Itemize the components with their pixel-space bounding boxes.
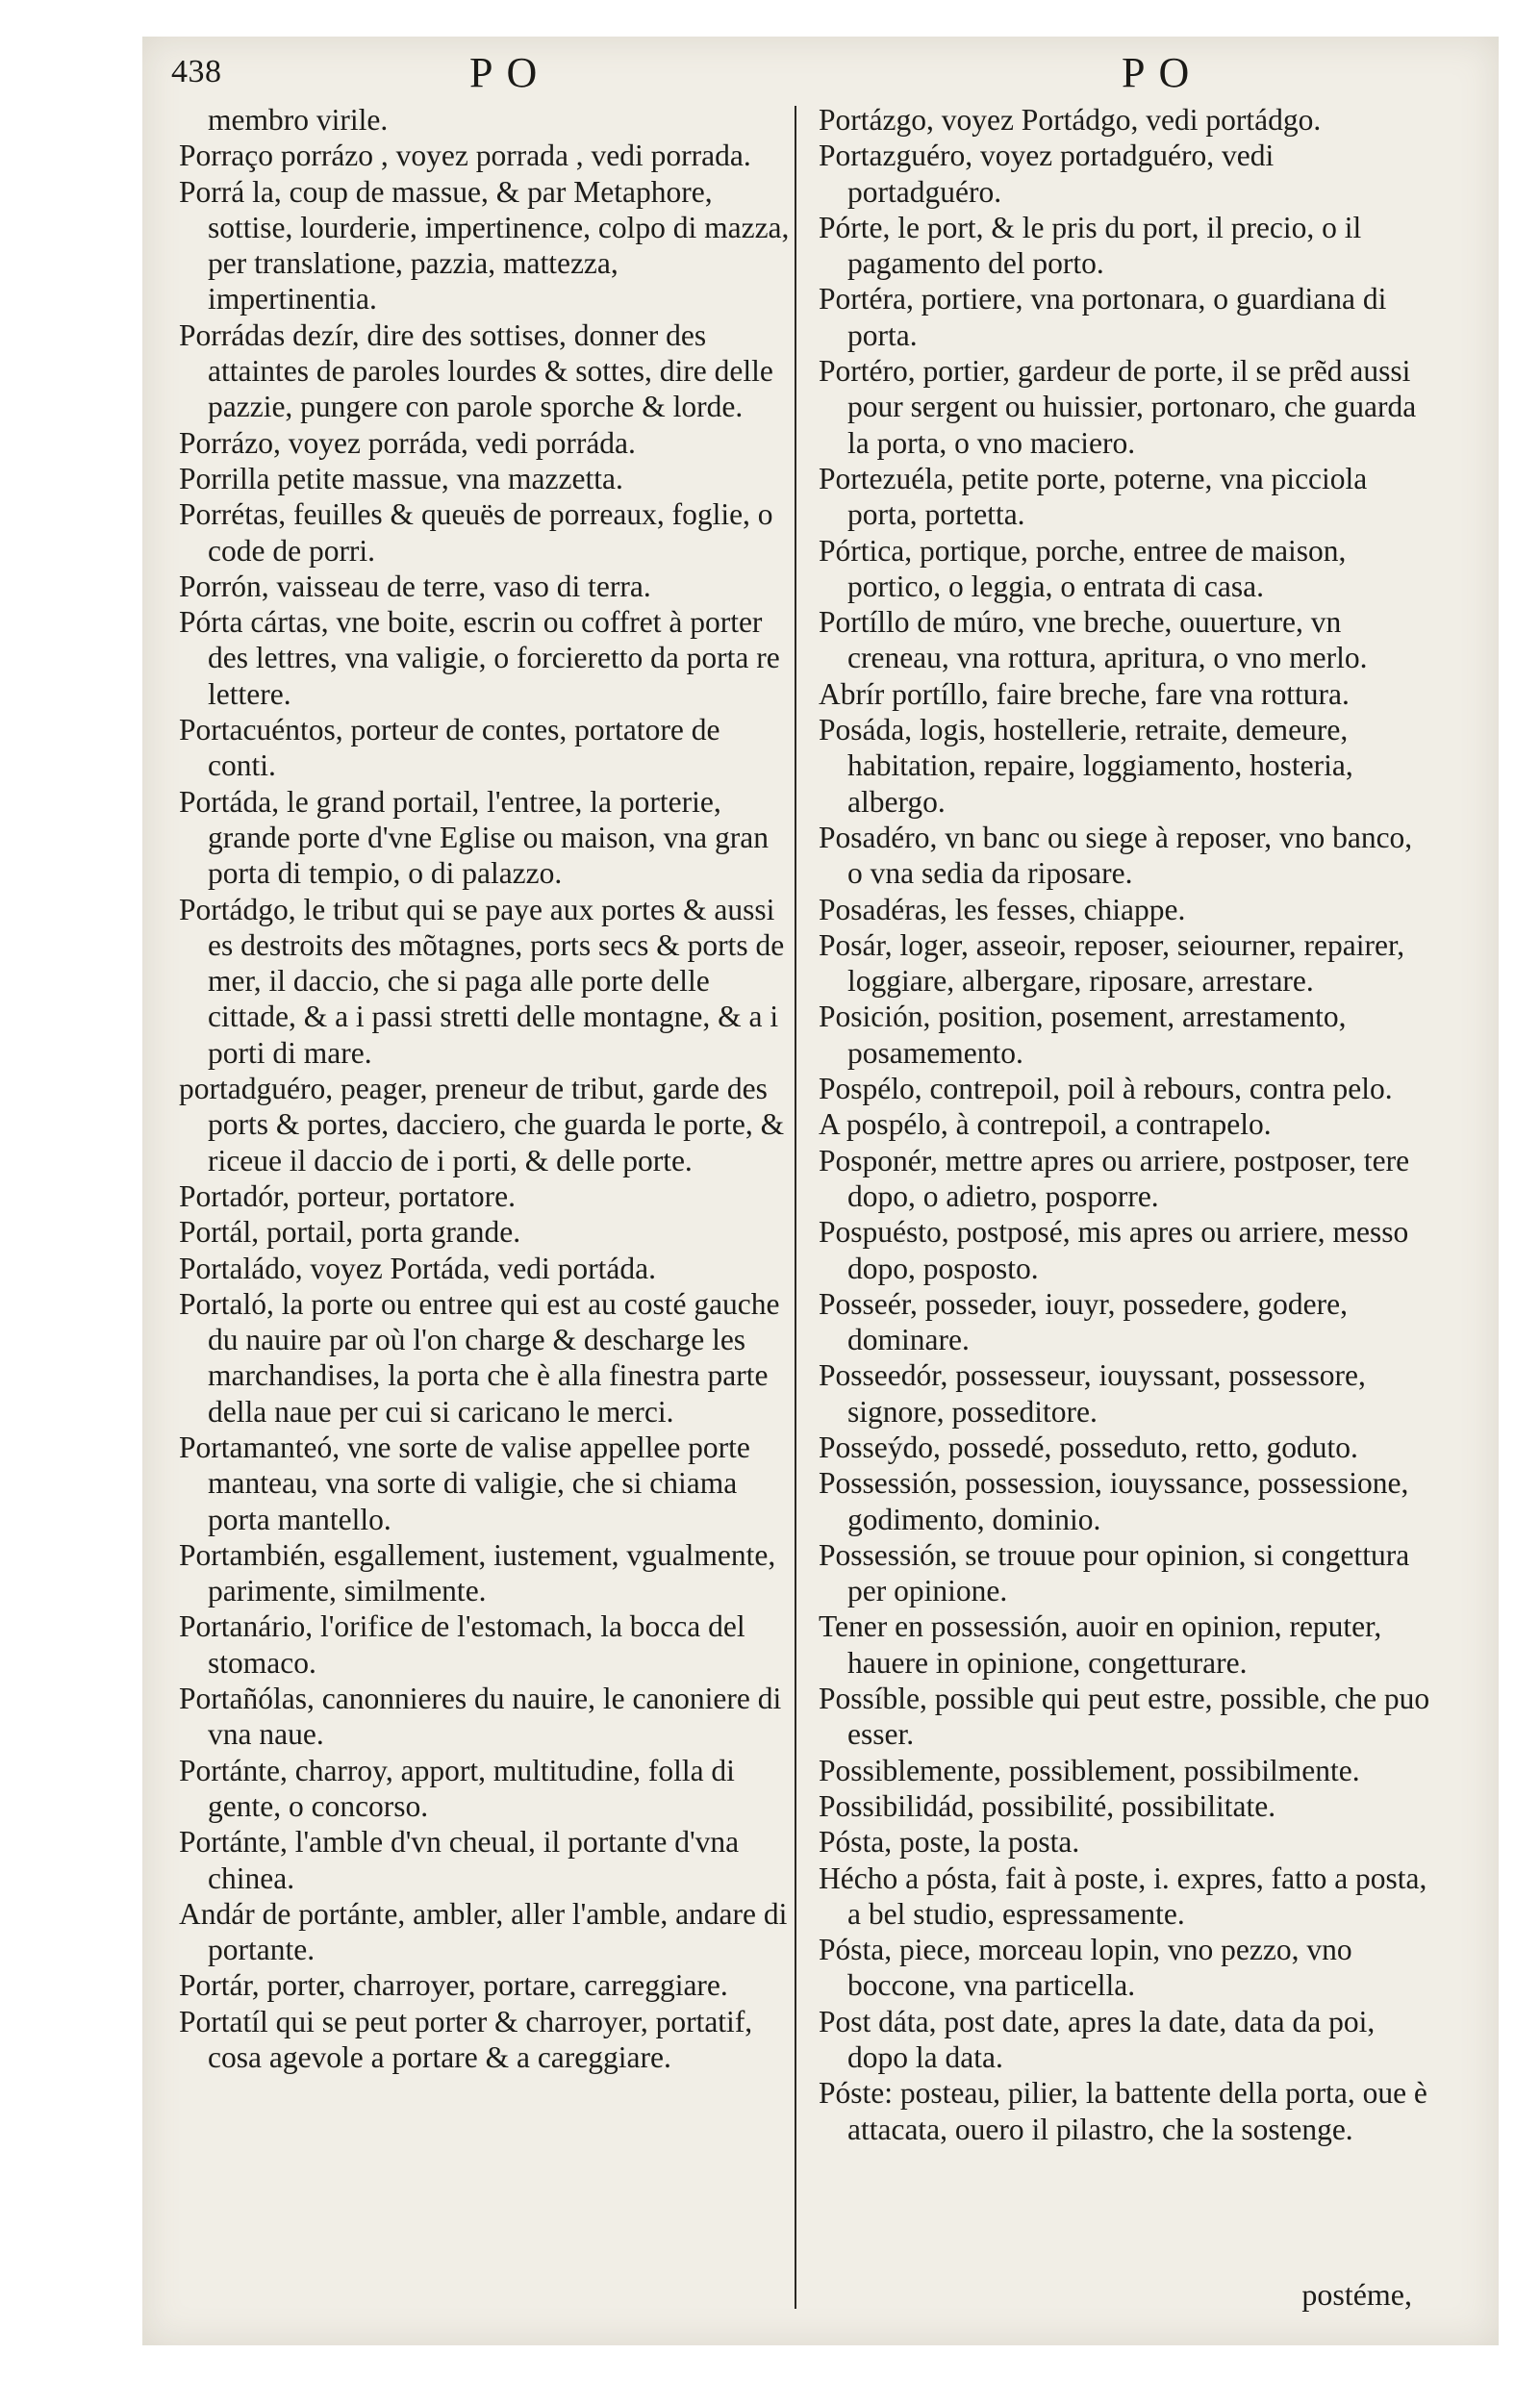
dictionary-entry: Possessión, possession, iouyssance, possessione, godimento, dominio.	[819, 1466, 1409, 1536]
dictionary-entry: Portaló, la porte ou entree qui est au costé gauche du nauire par où l'on charge & descharge les marchandises, la porta che è alla finestra parte della naue per cui si caricano le merci.	[179, 1286, 780, 1429]
dictionary-entry: Pósta, piece, morceau lopin, vno pezzo, vno boccone, vna particella.	[819, 1933, 1352, 2003]
column-rule	[795, 106, 796, 2309]
dictionary-entry: Porrilla petite massue, vna mazzetta.	[179, 461, 623, 495]
running-head-right: PO	[1122, 49, 1203, 96]
dictionary-entry: Posseýdo, possedé, posseduto, retto, goduto.	[819, 1430, 1358, 1464]
dictionary-entry: Porrétas, feuilles & queuës de porreaux, foglie, o code de porri.	[179, 497, 773, 568]
dictionary-entry: Portadór, porteur, portatore.	[179, 1178, 516, 1213]
dictionary-entry: Portanário, l'orifice de l'estomach, la bocca del stomaco.	[179, 1609, 745, 1680]
dictionary-entry: Porraço porrázo , voyez porrada , vedi porrada.	[179, 139, 751, 173]
dictionary-entry: Possessión, se trouue pour opinion, si congettura per opinione.	[819, 1537, 1410, 1608]
dictionary-entry: Porrádas dezír, dire des sottises, donner des attaintes de paroles lourdes & sottes, dire delle pazzie, pungere con parole sporche & lorde.	[179, 317, 773, 424]
dictionary-entry: Portazguéro, voyez portadguéro, vedi portadguéro.	[819, 139, 1275, 209]
dictionary-entry: Portáda, le grand portail, l'entree, la porterie, grande porte d'vne Eglise ou maison, vna gran porta di tempio, o di palazzo.	[179, 784, 770, 891]
dictionary-entry: membro virile.	[208, 103, 389, 137]
dictionary-entry: Pórta cártas, vne boite, escrin ou coffret à porter des lettres, vna valigie, o forcieretto da porta re lettere.	[179, 605, 780, 711]
dictionary-entry: Posár, loger, asseoir, reposer, seiourner, repairer, loggiare, albergare, riposare, arrestare.	[819, 927, 1405, 999]
dictionary-entry: Portár, porter, charroyer, portare, carreggiare.	[179, 1968, 728, 2003]
dictionary-entry: Tener en possessión, auoir en opinion, reputer, hauere in opinione, congetturare.	[819, 1609, 1382, 1680]
dictionary-entry: Portacuéntos, porteur de contes, portatore de conti.	[179, 713, 720, 783]
dictionary-entry: Porrón, vaisseau de terre, vaso di terra.	[179, 569, 651, 603]
dictionary-entry: Portánte, charroy, apport, multitudine, folla di gente, o concorso.	[179, 1753, 735, 1823]
dictionary-entry: Hécho a pósta, fait à poste, i. expres, fatto a posta, a bel studio, espressamente.	[819, 1861, 1427, 1931]
dictionary-entry: Portál, portail, porta grande.	[179, 1215, 521, 1250]
dictionary-entry: Portambién, esgallement, iustement, vgualmente, parimente, similmente.	[179, 1537, 776, 1608]
dictionary-entry: Portezuéla, petite porte, poterne, vna picciola porta, portetta.	[819, 461, 1368, 532]
dictionary-entry: Pospélo, contrepoil, poil à rebours, contra pelo.	[819, 1072, 1393, 1106]
dictionary-entry: Portañólas, canonnieres du nauire, le canoniere di vna naue.	[179, 1682, 782, 1752]
dictionary-entry: Portaládo, voyez Portáda, vedi portáda.	[179, 1251, 656, 1285]
dictionary-entry: Pórtica, portique, porche, entree de maison, portico, o leggia, o entrata di casa.	[819, 533, 1347, 603]
left-column	[179, 102, 795, 2075]
dictionary-entry: Pósta, poste, la posta.	[819, 1825, 1080, 1860]
catchword: postéme,	[1301, 2277, 1412, 2312]
dictionary-entry: Portánte, l'amble d'vn cheual, il portante d'vna chinea.	[179, 1825, 740, 1895]
dictionary-entry: Posponér, mettre apres ou arriere, postposer, tere dopo, o adietro, posporre.	[819, 1143, 1410, 1213]
dictionary-entry: Portázgo, voyez Portádgo, vedi portádgo.	[819, 103, 1322, 137]
dictionary-entry: Portatíl qui se peut porter & charroyer, portatif, cosa agevole a portare & a careggiare.	[179, 2004, 753, 2075]
dictionary-entry: Posición, position, posement, arrestamento, posamemento.	[819, 1000, 1347, 1070]
dictionary-entry: Andár de portánte, ambler, aller l'amble, andare di portante.	[179, 1896, 788, 1967]
dictionary-entry: Pospuésto, postposé, mis apres ou arriere, messo dopo, posposto.	[819, 1215, 1409, 1285]
dictionary-entry: Portíllo de múro, vne breche, ouuerture, vn creneau, vna rottura, apritura, o vno merlo.	[819, 605, 1368, 675]
dictionary-entry: Posáda, logis, hostellerie, retraite, demeure, habitation, repaire, loggiamento, hosteria, albergo.	[819, 713, 1353, 819]
dictionary-entry: Portádgo, le tribut qui se paye aux portes & aussi es destroits des mõtagnes, ports secs & ports de mer, il daccio, che si paga alle porte delle cittade, & a i passi stretti delle montagne, & a i porti di mare.	[179, 892, 785, 1070]
dictionary-entry: Portamanteó, vne sorte de valise appellee porte manteau, vna sorte di valigie, che si chiama porta mantello.	[179, 1430, 750, 1536]
dictionary-entry: Portéra, portiere, vna portonara, o guardiana di porta.	[819, 282, 1387, 352]
dictionary-entry: Porrázo, voyez porráda, vedi porráda.	[179, 425, 636, 460]
page-number: 438	[171, 54, 222, 89]
dictionary-entry: Abrír portíllo, faire breche, fare vna rottura.	[819, 676, 1350, 711]
dictionary-entry: Porrá la, coup de massue, & par Metaphore, sottise, lourderie, impertinence, colpo di mazza, per translatione, pazzia, mattezza, impertinentia.	[179, 174, 790, 316]
dictionary-entry: Possiblemente, possiblement, possibilmente.	[819, 1753, 1360, 1787]
running-head-left: PO	[469, 49, 551, 96]
dictionary-entry: A pospélo, à contrepoil, a contrapelo.	[819, 1107, 1272, 1142]
dictionary-entry: Possíble, possible qui peut estre, possible, che puo esser.	[819, 1682, 1430, 1752]
dictionary-entry: Post dáta, post date, apres la date, data da poi, dopo la data.	[819, 2004, 1376, 2075]
book-page	[142, 37, 1499, 2345]
dictionary-entry: Portéro, portier, gardeur de porte, il se prẽd aussi pour sergent ou huissier, portonaro, che guarda la porta, o vno maciero.	[819, 354, 1417, 460]
dictionary-entry: Posseedór, possesseur, iouyssant, possessore, signore, posseditore.	[819, 1358, 1366, 1429]
dictionary-entry: Posseér, posseder, iouyr, possedere, godere, dominare.	[819, 1286, 1348, 1357]
dictionary-entry: Pórte, le port, & le pris du port, il precio, o il pagamento del porto.	[819, 210, 1362, 281]
right-column	[819, 102, 1434, 2147]
dictionary-entry: Posadéras, les fesses, chiappe.	[819, 892, 1186, 926]
dictionary-entry: Posadéro, vn banc ou siege à reposer, vno banco, o vna sedia da riposare.	[819, 820, 1413, 891]
dictionary-entry: Possibilidád, possibilité, possibilitate.	[819, 1788, 1276, 1823]
dictionary-entry: Póste: posteau, pilier, la battente della porta, oue è attacata, ouero il pilastro, che la sostenge.	[819, 2076, 1427, 2146]
dictionary-entry: portadguéro, peager, preneur de tribut, garde des ports & portes, dacciero, che guarda le porte, & riceue il daccio de i porti, & delle porte.	[179, 1072, 785, 1177]
